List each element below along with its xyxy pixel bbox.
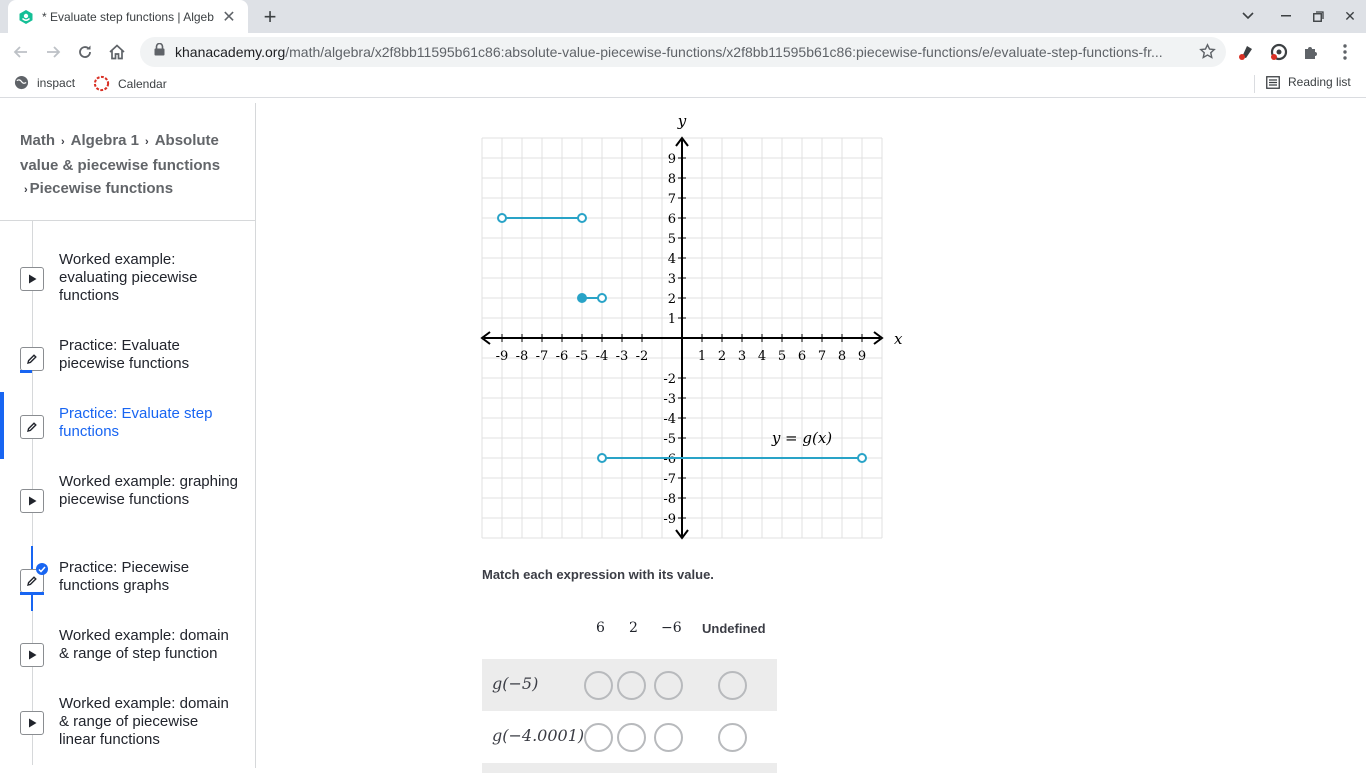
play-icon xyxy=(20,643,44,667)
y-tick-label: 1 xyxy=(667,312,676,327)
x-tick-label: 1 xyxy=(697,349,707,364)
table-row xyxy=(482,763,777,773)
radio-option-neg6[interactable] xyxy=(654,723,683,752)
tab-title: * Evaluate step functions | Algeb xyxy=(42,9,214,24)
sidebar-item-practice-piecewise-graphs[interactable] xyxy=(0,561,255,611)
y-tick-label: -3 xyxy=(663,392,676,407)
column-header-undefined: Undefined xyxy=(702,621,766,636)
y-tick-label: 5 xyxy=(667,232,676,247)
globe-icon xyxy=(14,75,29,90)
breadcrumb-separator-icon: › xyxy=(145,136,149,148)
radio-option-6[interactable] xyxy=(584,723,613,752)
radio-option-undefined[interactable] xyxy=(718,671,747,700)
open-endpoint xyxy=(598,454,606,462)
x-tick-label: 8 xyxy=(837,349,847,364)
restore-icon[interactable] xyxy=(1304,4,1332,28)
breadcrumb-math[interactable]: Math xyxy=(20,132,55,149)
column-header-neg6: −6 xyxy=(661,620,682,636)
x-tick-label: -4 xyxy=(595,349,609,364)
row-expression: g(−5) xyxy=(492,674,539,693)
play-icon xyxy=(20,489,44,513)
question-instruction: Match each expression with its value. xyxy=(482,567,714,582)
tab-strip xyxy=(0,0,1366,33)
graph-svg xyxy=(470,106,910,546)
radio-option-2[interactable] xyxy=(617,671,646,700)
x-tick-label: 6 xyxy=(797,349,807,364)
extensions-puzzle-icon[interactable] xyxy=(1300,41,1322,63)
reading-list-button[interactable]: Reading list xyxy=(1266,75,1351,89)
forward-icon[interactable] xyxy=(40,39,66,65)
sidebar-item-label: Practice: Evaluate piecewise functions xyxy=(59,337,190,372)
lock-icon[interactable] xyxy=(154,43,165,61)
extension-cookie-icon[interactable] xyxy=(1236,41,1258,63)
y-tick-label: 4 xyxy=(667,252,676,267)
x-tick-label: -9 xyxy=(495,349,509,364)
browser-tab[interactable] xyxy=(8,0,248,33)
progress-indicator xyxy=(20,370,32,373)
column-header-6: 6 xyxy=(596,620,605,636)
bookmark-star-icon[interactable] xyxy=(1199,43,1216,65)
y-tick-label: -6 xyxy=(663,452,676,467)
y-tick-label: -2 xyxy=(663,372,676,387)
pencil-icon xyxy=(20,415,44,439)
open-endpoint xyxy=(598,294,606,302)
closed-endpoint xyxy=(578,294,586,302)
radio-option-2[interactable] xyxy=(617,723,646,752)
y-tick-label: 3 xyxy=(667,272,676,287)
y-tick-label: 9 xyxy=(667,152,676,167)
close-tab-icon[interactable]: ✕ xyxy=(222,8,236,26)
minimize-icon[interactable] xyxy=(1272,4,1300,28)
address-bar[interactable] xyxy=(140,37,1226,67)
y-tick-label: -5 xyxy=(663,432,676,447)
khan-academy-favicon-icon xyxy=(18,9,34,25)
x-tick-label: 2 xyxy=(717,349,727,364)
sidebar-item-practice-evaluate-piecewise[interactable] xyxy=(0,339,255,389)
browser-menu-icon[interactable] xyxy=(1334,41,1356,63)
breadcrumb-separator-icon: › xyxy=(61,136,65,148)
bookmark-inspact[interactable]: inspact xyxy=(14,75,75,90)
y-tick-label: -9 xyxy=(663,512,676,527)
x-tick-label: 7 xyxy=(817,349,827,364)
bookmarks-divider xyxy=(1254,75,1255,93)
sidebar-item-worked-example-domain-step[interactable] xyxy=(0,629,255,679)
table-row xyxy=(482,711,777,763)
sidebar-item-worked-example-domain-linear[interactable] xyxy=(0,697,255,757)
table-row xyxy=(482,659,777,711)
reading-list-icon xyxy=(1266,76,1280,89)
sidebar-item-label: Practice: Piecewise functions graphs xyxy=(59,559,190,594)
radio-option-undefined[interactable] xyxy=(718,723,747,752)
y-tick-label: -7 xyxy=(663,472,676,487)
x-axis-label: x xyxy=(894,330,903,348)
x-tick-label: 5 xyxy=(777,349,787,364)
breadcrumb-piecewise-functions[interactable]: Piecewise functions xyxy=(29,180,174,197)
row-expression: g(−4.0001) xyxy=(492,726,585,745)
x-tick-label: 3 xyxy=(737,349,747,364)
radio-option-neg6[interactable] xyxy=(654,671,683,700)
completed-check-icon xyxy=(36,563,48,575)
x-tick-label: -7 xyxy=(535,349,549,364)
back-icon[interactable] xyxy=(8,39,34,65)
sidebar-item-label: Practice: Evaluate step functions xyxy=(59,405,213,440)
sidebar-item-label: Worked example: domain & range of piecewise linear functions xyxy=(59,695,229,748)
open-endpoint xyxy=(498,214,506,222)
x-tick-label: -2 xyxy=(635,349,649,364)
y-tick-label: -4 xyxy=(663,412,676,427)
y-axis-label: y xyxy=(677,112,687,130)
sidebar-item-practice-evaluate-step[interactable] xyxy=(0,407,255,457)
column-header-2: 2 xyxy=(629,620,638,636)
new-tab-icon[interactable]: + xyxy=(263,4,277,29)
y-tick-label: 8 xyxy=(667,172,676,187)
sidebar-item-worked-example-graphing[interactable] xyxy=(0,475,255,535)
tab-search-chevron-icon[interactable] xyxy=(1234,4,1262,28)
url-text[interactable]: khanacademy.org/math/algebra/x2f8bb11595b61c86:absolute-value-piecewise-functions/x2f8bb11595b61c86:piecewise-functions/e/evaluate-step-functions-fr... xyxy=(175,44,1163,60)
calendar-icon xyxy=(93,75,110,92)
open-endpoint xyxy=(578,214,586,222)
play-icon xyxy=(20,711,44,735)
function-label: y = g(x) xyxy=(771,429,833,447)
play-icon xyxy=(20,267,44,291)
sidebar-item-label: Worked example: evaluating piecewise functions xyxy=(59,251,198,304)
reload-icon[interactable] xyxy=(72,39,98,65)
y-tick-label: 2 xyxy=(667,292,676,307)
x-tick-label: -8 xyxy=(515,349,529,364)
pencil-icon xyxy=(20,347,44,371)
breadcrumb-algebra-1[interactable]: Algebra 1 xyxy=(70,132,140,149)
x-tick-label: -5 xyxy=(575,349,589,364)
lesson-sidebar xyxy=(0,103,256,768)
x-tick-label: 9 xyxy=(857,349,867,364)
breadcrumb-separator-icon: › xyxy=(24,184,28,196)
extension-gear-icon[interactable] xyxy=(1268,41,1290,63)
y-tick-label: 7 xyxy=(667,192,676,207)
x-tick-label: -6 xyxy=(555,349,569,364)
browser-toolbar xyxy=(0,33,1366,70)
breadcrumb xyxy=(0,103,255,221)
step-function-graph xyxy=(470,106,910,546)
open-endpoint xyxy=(858,454,866,462)
x-tick-label: 4 xyxy=(757,349,767,364)
sidebar-item-worked-example-evaluating[interactable] xyxy=(0,253,255,313)
y-tick-label: -8 xyxy=(663,492,676,507)
close-window-icon[interactable]: ✕ xyxy=(1344,7,1356,24)
progress-indicator xyxy=(20,592,44,595)
radio-option-6[interactable] xyxy=(584,671,613,700)
breadcrumb-absolute-value[interactable]: Absolute value & piecewise functions xyxy=(20,132,221,174)
bookmarks-bar xyxy=(0,70,1366,98)
sidebar-item-label: Worked example: graphing piecewise functions xyxy=(59,473,238,508)
bookmark-calendar[interactable]: Calendar xyxy=(93,75,167,92)
home-icon[interactable] xyxy=(104,39,130,65)
x-tick-label: -3 xyxy=(615,349,629,364)
y-tick-label: 6 xyxy=(667,212,676,227)
sidebar-item-label: Worked example: domain & range of step function xyxy=(59,627,229,662)
